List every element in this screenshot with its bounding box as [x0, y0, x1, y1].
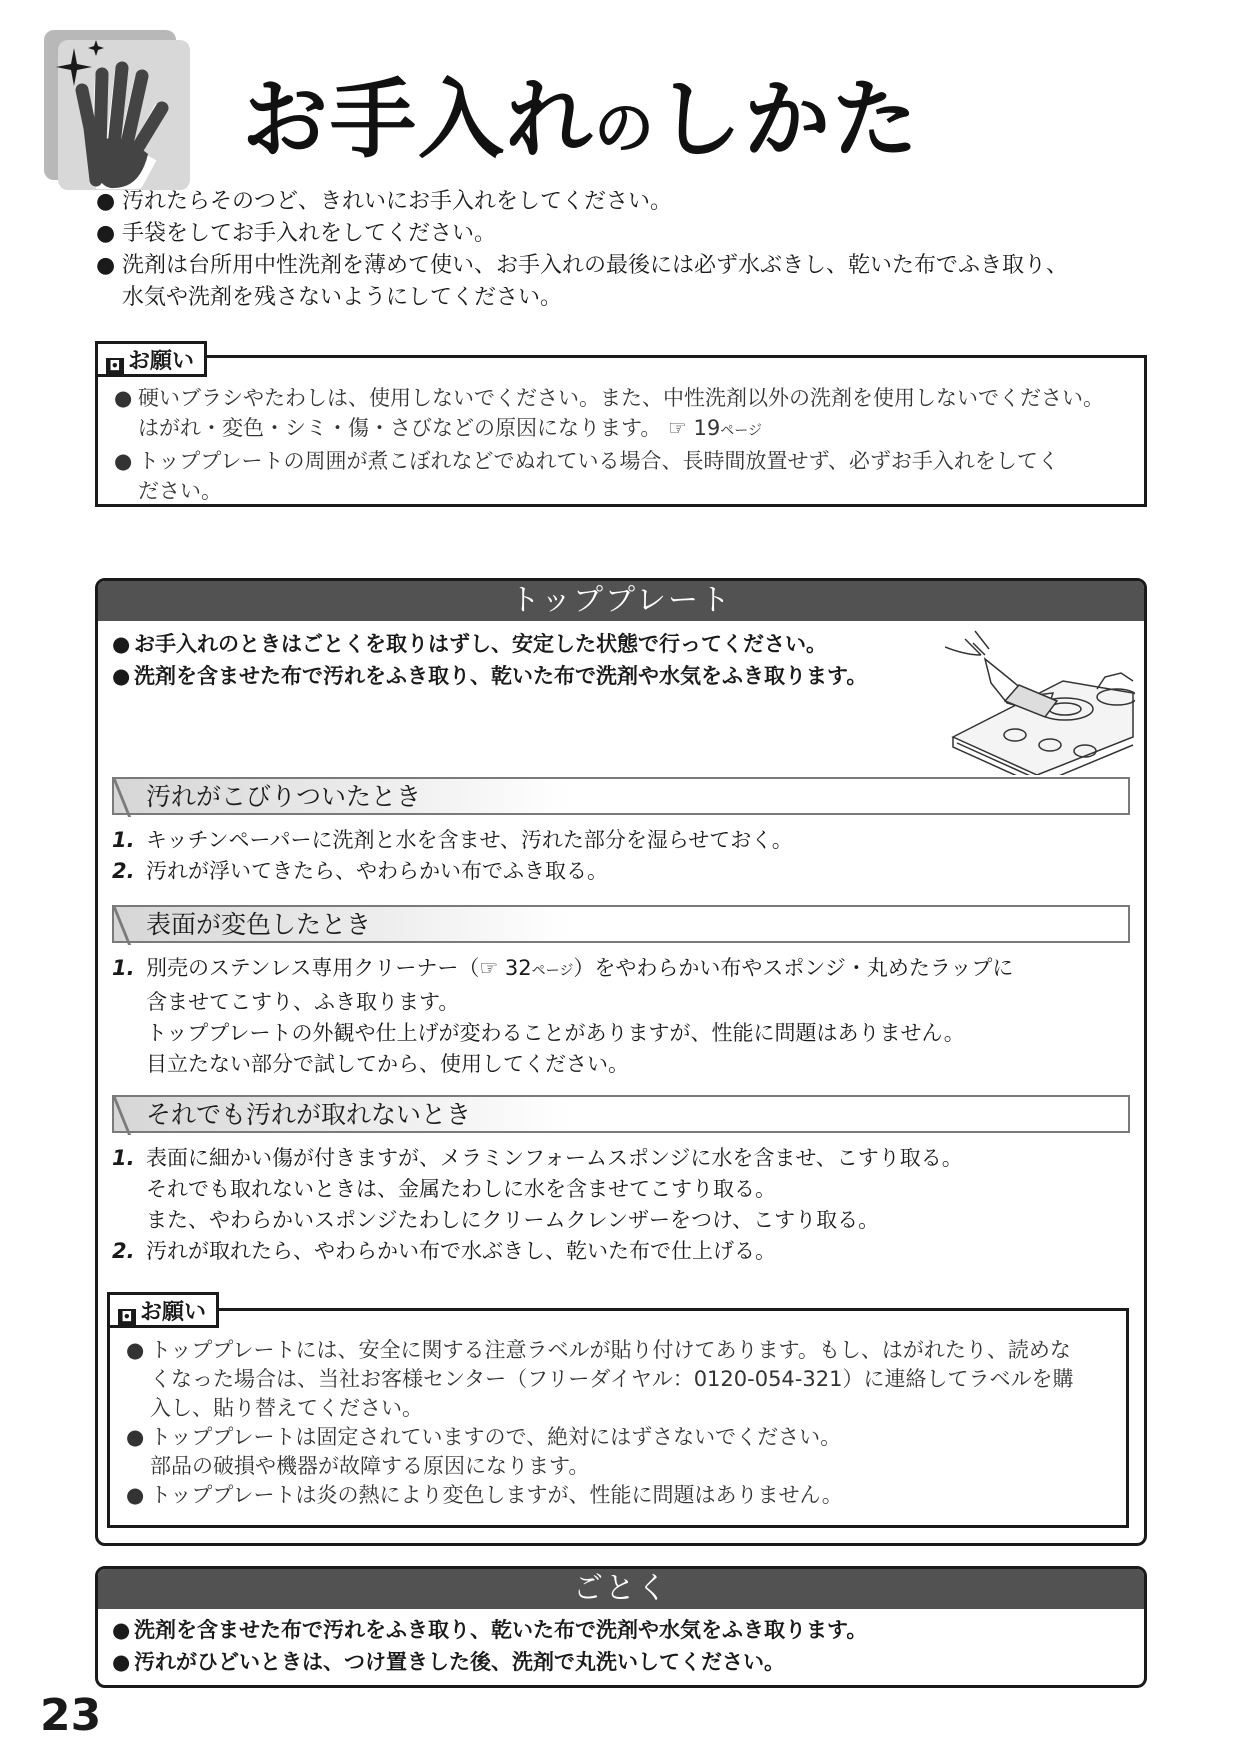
- intro-item-continued: 水気や洗剤を残さないようにしてください。: [122, 285, 563, 310]
- glove-hand-icon: [44, 30, 194, 190]
- steps-list: 1. 表面に細かい傷が付きますが、メラミンフォームスポンジに水を含ませ、こすり取る。 それでも取れないときは、金属たわしに水を含ませてこすり取る。 また、やわらかいスポンジたわしにクリームクレンザーをつけ、こすり取る。 2. 汚れが取れたら、やわらかい布で水ぶきし、乾いた布で仕上げる。: [112, 1146, 963, 1263]
- page-title: お手入れのしかた: [242, 69, 920, 170]
- notice-tag: ◘ お願い: [95, 341, 207, 377]
- intro-item: ● 手袋をしてお手入れをしてください。: [96, 221, 497, 246]
- subsection-header: 表面が変色したとき: [112, 905, 1130, 943]
- notice-tag: ◘ お願い: [107, 1292, 219, 1328]
- subsection-header: それでも汚れが取れないとき: [112, 1095, 1130, 1133]
- section-title: トッププレート: [98, 581, 1144, 621]
- section-title: ごとく: [98, 1569, 1144, 1609]
- page-reference: ☞ 19: [668, 416, 721, 440]
- notice-icon: ◘: [118, 1309, 136, 1327]
- top-plate-bullets: ● お手入れのときはごとくを取りはずし、安定した状態で行ってください。 ● 洗剤を含ませた布で汚れをふき取り、乾いた布で洗剤や水気をふき取ります。: [112, 632, 868, 688]
- intro-item: ● 汚れたらそのつど、きれいにお手入れをしてください。: [96, 189, 673, 214]
- steps-list: 1. 別売のステンレス専用クリーナー（☞ 32ページ）をやわらかい布やスポンジ・丸めたラップに 含ませてこすり、ふき取ります。 トッププレートの外観や仕上げが変わることがありますが、性能に問題はありません。 目立たない部分で試してから、使用してください。: [112, 956, 1014, 1076]
- intro-list: [96, 186, 1166, 314]
- notice-list: ● 硬いブラシやたわしは、使用しないでください。また、中性洗剤以外の洗剤を使用しないでください。 はがれ・変色・シミ・傷・さびなどの原因になります。 ☞ 19ページ ● トッププレートの周囲が煮こぼれなどでぬれている場合、長時間放置せず、必ずお手入れをしてく ださい。: [114, 386, 1104, 503]
- notice-icon: ◘: [106, 358, 124, 376]
- steps-list: 1. キッチンペーパーに洗剤と水を含ませ、汚れた部分を湿らせておく。 2. 汚れが浮いてきたら、やわらかい布でふき取る。: [112, 828, 793, 883]
- notice-list: ● トッププレートには、安全に関する注意ラベルが貼り付けてあります。もし、はがれたり、読めな くなった場合は、当社お客様センター（フリーダイヤル：0120-054-321）に連絡してラベルを購 入し、貼り替えてください。 ● トッププレートは固定されていますので、絶対にはずさないでください。 部品の破損や機器が故障する原因になります。 ● トッププレートは炎の熱により変色しますが、性能に問題はありません。: [126, 1338, 1074, 1507]
- page-number: 23: [40, 1690, 102, 1741]
- intro-item: ● 洗剤は台所用中性洗剤を薄めて使い、お手入れの最後には必ず水ぶきし、乾いた布でふき取り、: [96, 253, 1069, 278]
- wiping-illustration: [945, 625, 1135, 775]
- gotoku-bullets: ● 洗剤を含ませた布で汚れをふき取り、乾いた布で洗剤や水気をふき取ります。 ● 汚れがひどいときは、つけ置きした後、洗剤で丸洗いしてください。: [112, 1618, 868, 1674]
- subsection-header: 汚れがこびりついたとき: [112, 777, 1130, 815]
